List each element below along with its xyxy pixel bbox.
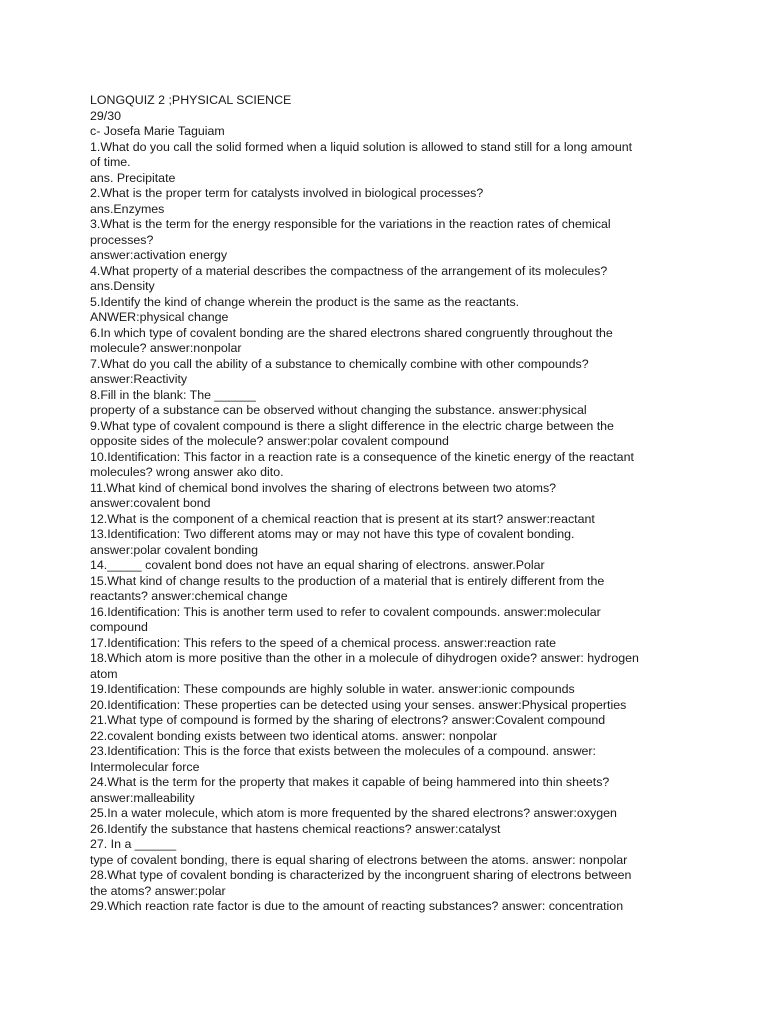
text-line: 11.What kind of chemical bond involves the sharing of electrons between two atoms? — [90, 480, 557, 495]
text-line: c- Josefa Marie Taguiam — [90, 124, 225, 138]
text-line: processes? — [90, 232, 154, 247]
text-line: 4.What property of a material describes the compactness of the arrangement of its molecules? — [90, 263, 608, 278]
text-line: 17.Identification: This refers to the speed of a chemical process. answer:reaction rate — [90, 635, 557, 650]
text-line: 14._____ covalent bond does not have an equal sharing of electrons. answer.Polar — [90, 558, 545, 572]
text-line: answer:Reactivity — [90, 372, 188, 386]
text-line: 18.Which atom is more positive than the other in a molecule of dihydrogen oxide? answer: hydrogen — [90, 651, 639, 665]
text-line: 13.Identification: Two different atoms may or may not have this type of covalent bonding. — [90, 527, 575, 541]
text-line: 27. In a ______ — [90, 837, 177, 851]
text-line: 8.Fill in the blank: The ______ — [90, 387, 256, 402]
document-body — [90, 93, 680, 915]
text-line: molecules? wrong answer ako dito. — [90, 465, 284, 479]
text-line: 26.Identify the substance that hastens chemical reactions? answer:catalyst — [90, 821, 501, 836]
text-line: 15.What kind of change results to the production of a material that is entirely different from the — [90, 573, 605, 588]
text-line: 9.What type of covalent compound is there a slight difference in the electric charge between the — [90, 418, 614, 433]
text-line: atom — [90, 666, 118, 681]
text-line: 12.What is the component of a chemical reaction that is present at its start? answer:reactant — [90, 511, 595, 526]
text-line: molecule? answer:nonpolar — [90, 341, 242, 355]
text-line: answer:activation energy — [90, 248, 228, 262]
text-line: 10.Identification: This factor in a reaction rate is a consequence of the kinetic energy of the reactant — [90, 449, 634, 464]
text-line: Intermolecular force — [90, 759, 200, 774]
text-line: 5.Identify the kind of change wherein the product is the same as the reactants. — [90, 294, 520, 309]
text-line: 20.Identification: These properties can be detected using your senses. answer:Physical properties — [90, 697, 627, 712]
text-line: 29/30 — [90, 108, 122, 123]
text-line: 29.Which reaction rate factor is due to the amount of reacting substances? answer: concentration — [90, 899, 624, 913]
text-line: of time. — [90, 155, 131, 169]
text-line: 19.Identification: These compounds are highly soluble in water. answer:ionic compounds — [90, 682, 575, 696]
text-line: answer:covalent bond — [90, 496, 211, 510]
text-line: 3.What is the term for the energy responsible for the variations in the reaction rates of chemical — [90, 217, 611, 231]
text-line: the atoms? answer:polar — [90, 883, 226, 898]
text-line: 25.In a water molecule, which atom is more frequented by the shared electrons? answer:oxygen — [90, 806, 617, 820]
text-line: answer:polar covalent bonding — [90, 542, 259, 557]
text-line: compound — [90, 620, 148, 634]
text-line: 7.What do you call the ability of a substance to chemically combine with other compounds? — [90, 356, 589, 371]
document-title: LONGQUIZ 2 ;PHYSICAL SCIENCE — [90, 93, 292, 107]
text-line: 16.Identification: This is another term used to refer to covalent compounds. answer:molecular — [90, 604, 601, 619]
text-line: 1.What do you call the solid formed when a liquid solution is allowed to stand still for a long amount — [90, 139, 633, 154]
text-line: 28.What type of covalent bonding is characterized by the incongruent sharing of electrons between — [90, 868, 632, 882]
text-line: type of covalent bonding, there is equal sharing of electrons between the atoms. answer: nonpolar — [90, 852, 628, 867]
text-line: 21.What type of compound is formed by the sharing of electrons? answer:Covalent compound — [90, 713, 606, 727]
text-line: ans.Density — [90, 279, 155, 293]
text-line: 2.What is the proper term for catalysts involved in biological processes? — [90, 186, 484, 200]
text-line: opposite sides of the molecule? answer:polar covalent compound — [90, 434, 449, 448]
text-line: 6.In which type of covalent bonding are the shared electrons shared congruently throughout the — [90, 325, 613, 340]
text-line: ans.Enzymes — [90, 201, 165, 216]
text-line: answer:malleability — [90, 790, 195, 805]
text-line: 22.covalent bonding exists between two identical atoms. answer: nonpolar — [90, 728, 498, 743]
text-line: property of a substance can be observed without changing the substance. answer:physical — [90, 403, 587, 417]
text-line: 23.Identification: This is the force that exists between the molecules of a compound. answer: — [90, 744, 597, 758]
text-line: reactants? answer:chemical change — [90, 589, 288, 603]
text-line: ANWER:physical change — [90, 310, 229, 324]
text-line: 24.What is the term for the property that makes it capable of being hammered into thin sheets? — [90, 775, 610, 789]
text-line: ans. Precipitate — [90, 170, 176, 185]
